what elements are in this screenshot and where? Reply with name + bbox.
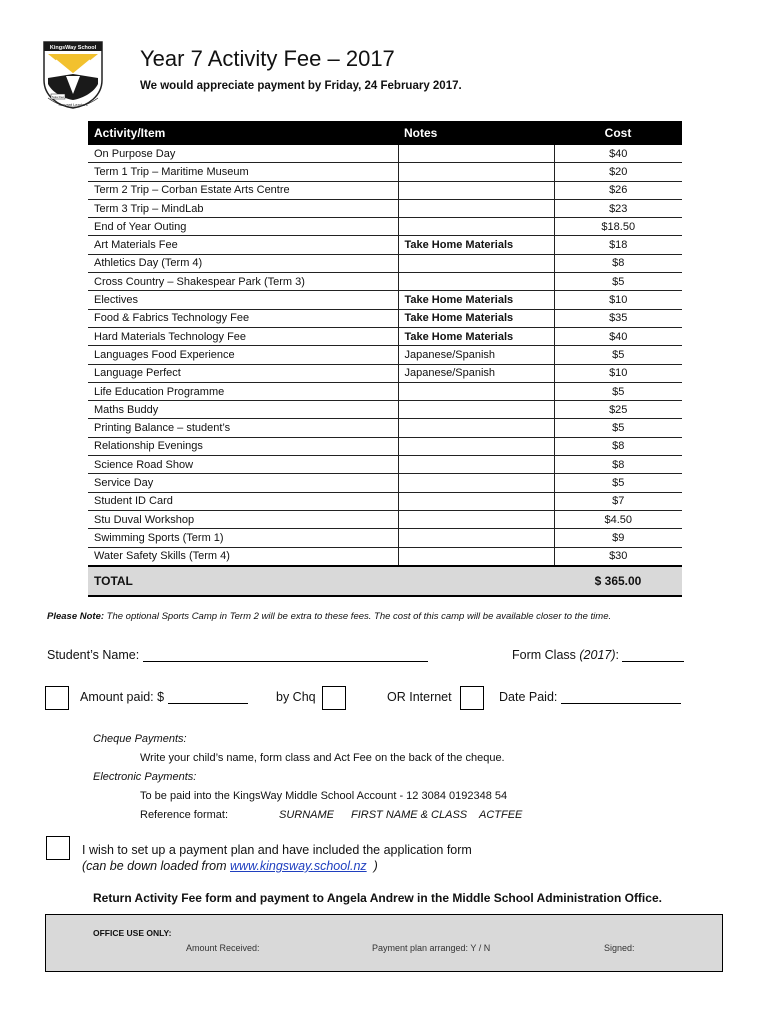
payment-plan-download: [82, 859, 378, 873]
cell-notes: Take Home Materials: [398, 327, 554, 345]
cell-cost: $40: [554, 145, 682, 163]
cell-notes: [398, 419, 554, 437]
cell-notes: [398, 437, 554, 455]
student-name-label: Student’s Name:: [47, 648, 140, 662]
header-cost: Cost: [554, 121, 682, 145]
fee-table-header: [88, 121, 682, 145]
cell-cost: $26: [554, 181, 682, 199]
cell-notes: Take Home Materials: [398, 291, 554, 309]
cell-cost: $8: [554, 254, 682, 272]
cell-notes: Take Home Materials: [398, 236, 554, 254]
cell-cost: $30: [554, 547, 682, 566]
electronic-heading: Electronic Payments:: [93, 771, 197, 783]
table-row: [88, 254, 682, 272]
cell-activity: Service Day: [88, 474, 398, 492]
cell-notes: Japanese/Spanish: [398, 346, 554, 364]
cell-cost: $5: [554, 474, 682, 492]
cell-activity: Student ID Card: [88, 492, 398, 510]
cell-activity: End of Year Outing: [88, 218, 398, 236]
date-paid-label: Date Paid:: [499, 690, 558, 704]
amount-paid-field[interactable]: [168, 703, 248, 704]
cell-notes: Japanese/Spanish: [398, 364, 554, 382]
cell-cost: $35: [554, 309, 682, 327]
cell-notes: [398, 145, 554, 163]
cell-cost: $5: [554, 273, 682, 291]
table-row: [88, 181, 682, 199]
school-website-link[interactable]: www.kingsway.school.nz: [230, 859, 367, 873]
total-label: TOTAL: [88, 566, 398, 596]
cell-activity: Swimming Sports (Term 1): [88, 529, 398, 547]
total-notes: [398, 566, 554, 596]
cell-cost: $40: [554, 327, 682, 345]
amount-paid-checkbox[interactable]: [45, 686, 69, 710]
cell-cost: $25: [554, 401, 682, 419]
cell-activity: Water Safety Skills (Term 4): [88, 547, 398, 566]
table-row: [88, 529, 682, 547]
cell-activity: Hard Materials Technology Fee: [88, 327, 398, 345]
logo-year: Sola Deo: [51, 95, 65, 99]
table-row: [88, 401, 682, 419]
table-row: [88, 492, 682, 510]
table-row: [88, 309, 682, 327]
school-logo: [42, 40, 104, 110]
cell-cost: $18: [554, 236, 682, 254]
cell-cost: $9: [554, 529, 682, 547]
cell-cost: $23: [554, 199, 682, 217]
cell-activity: Cross Country – Shakespear Park (Term 3): [88, 273, 398, 291]
table-row: [88, 474, 682, 492]
cell-cost: $5: [554, 382, 682, 400]
amount-paid-row: [80, 690, 248, 704]
cell-notes: [398, 401, 554, 419]
cell-notes: [398, 547, 554, 566]
cheque-text: Write your child’s name, form class and Act Fee on the back of the cheque.: [140, 752, 505, 764]
cell-activity: Term 1 Trip – Maritime Museum: [88, 163, 398, 181]
reference-firstname-class: FIRST NAME & CLASS: [351, 809, 468, 821]
table-row: [88, 510, 682, 528]
electronic-text: To be paid into the KingsWay Middle School Account - 12 3084 0192348 54: [140, 790, 508, 802]
or-internet-label: OR Internet: [387, 690, 452, 704]
amount-paid-label: Amount paid: $: [80, 690, 165, 704]
table-row: [88, 364, 682, 382]
sports-camp-note: [47, 611, 611, 622]
cell-activity: Electives: [88, 291, 398, 309]
cell-activity: Printing Balance – student’s: [88, 419, 398, 437]
cell-cost: $5: [554, 419, 682, 437]
cell-activity: Term 3 Trip – MindLab: [88, 199, 398, 217]
logo-school-name: KingsWay School: [49, 45, 97, 51]
date-paid-row: [499, 690, 681, 704]
cell-activity: Language Perfect: [88, 364, 398, 382]
cell-notes: [398, 382, 554, 400]
cell-cost: $8: [554, 456, 682, 474]
payment-plan-arranged-label: Payment plan arranged: Y / N: [372, 943, 491, 953]
table-row: [88, 456, 682, 474]
signed-label: Signed:: [604, 943, 635, 953]
cell-activity: Art Materials Fee: [88, 236, 398, 254]
download-prefix: (can be down loaded from: [82, 859, 227, 873]
cheque-heading: Cheque Payments:: [93, 733, 187, 745]
amount-received-label: Amount Received:: [186, 943, 260, 953]
table-row: [88, 145, 682, 163]
note-text: The optional Sports Camp in Term 2 will be extra to these fees. The cost of this camp will be available closer to the time.: [106, 611, 612, 622]
cell-notes: [398, 181, 554, 199]
table-row: [88, 218, 682, 236]
cell-cost: $7: [554, 492, 682, 510]
table-row: [88, 437, 682, 455]
table-row: [88, 382, 682, 400]
reference-surname: SURNAME: [279, 809, 335, 821]
cell-cost: $10: [554, 364, 682, 382]
cell-notes: [398, 474, 554, 492]
cell-cost: $20: [554, 163, 682, 181]
table-row: [88, 199, 682, 217]
cell-activity: Science Road Show: [88, 456, 398, 474]
fee-table: [88, 121, 682, 597]
header-notes: Notes: [398, 121, 554, 145]
form-class-label: Form Class: [512, 648, 576, 662]
cell-activity: Athletics Day (Term 4): [88, 254, 398, 272]
cell-notes: [398, 456, 554, 474]
by-cheque-checkbox[interactable]: [322, 686, 346, 710]
download-suffix: ): [373, 859, 378, 873]
cell-notes: [398, 510, 554, 528]
cell-cost: $5: [554, 346, 682, 364]
student-name-field[interactable]: [143, 661, 428, 662]
table-row: [88, 291, 682, 309]
cell-activity: Stu Duval Workshop: [88, 510, 398, 528]
page-subtitle: We would appreciate payment by Friday, 24 February 2017.: [140, 80, 462, 92]
cell-notes: [398, 492, 554, 510]
cell-notes: [398, 163, 554, 181]
by-cheque-label: by Chq: [276, 690, 316, 704]
cell-activity: Languages Food Experience: [88, 346, 398, 364]
table-row: [88, 419, 682, 437]
form-class-year: (2017): [579, 648, 616, 662]
cell-cost: $10: [554, 291, 682, 309]
cell-cost: $4.50: [554, 510, 682, 528]
cell-activity: Food & Fabrics Technology Fee: [88, 309, 398, 327]
payment-plan-text: I wish to set up a payment plan and have included the application form: [82, 843, 472, 857]
table-row: [88, 273, 682, 291]
reference-label: Reference format:: [140, 809, 229, 821]
student-name-row: [47, 648, 428, 662]
cell-notes: [398, 199, 554, 217]
page-title: Year 7 Activity Fee – 2017: [140, 46, 395, 71]
payment-plan-checkbox[interactable]: [46, 836, 70, 860]
cell-notes: [398, 529, 554, 547]
office-use-label: OFFICE USE ONLY:: [93, 928, 172, 938]
logo-motto: Servant Leaders: [58, 102, 88, 107]
form-class-row: Form Class (2017):: [512, 648, 684, 662]
total-row: [88, 566, 682, 596]
cell-activity: Relationship Evenings: [88, 437, 398, 455]
cell-notes: [398, 273, 554, 291]
date-paid-field[interactable]: [561, 703, 681, 704]
note-label: Please Note:: [47, 611, 105, 622]
return-instruction: Return Activity Fee form and payment to Angela Andrew in the Middle School Administration Office.: [93, 891, 662, 905]
form-class-field[interactable]: [622, 661, 684, 662]
table-row: [88, 163, 682, 181]
cell-notes: [398, 254, 554, 272]
cell-activity: Life Education Programme: [88, 382, 398, 400]
internet-checkbox[interactable]: [460, 686, 484, 710]
table-row: [88, 547, 682, 566]
office-use-box: [45, 914, 723, 972]
reference-actfee: ACTFEE: [479, 809, 523, 821]
cell-cost: $18.50: [554, 218, 682, 236]
cell-activity: On Purpose Day: [88, 145, 398, 163]
table-row: [88, 346, 682, 364]
cell-activity: Maths Buddy: [88, 401, 398, 419]
cell-notes: [398, 218, 554, 236]
cell-activity: Term 2 Trip – Corban Estate Arts Centre: [88, 181, 398, 199]
cell-notes: Take Home Materials: [398, 309, 554, 327]
cell-cost: $8: [554, 437, 682, 455]
table-row: [88, 236, 682, 254]
header-activity: Activity/Item: [88, 121, 398, 145]
total-value: $ 365.00: [554, 566, 682, 596]
table-row: [88, 327, 682, 345]
